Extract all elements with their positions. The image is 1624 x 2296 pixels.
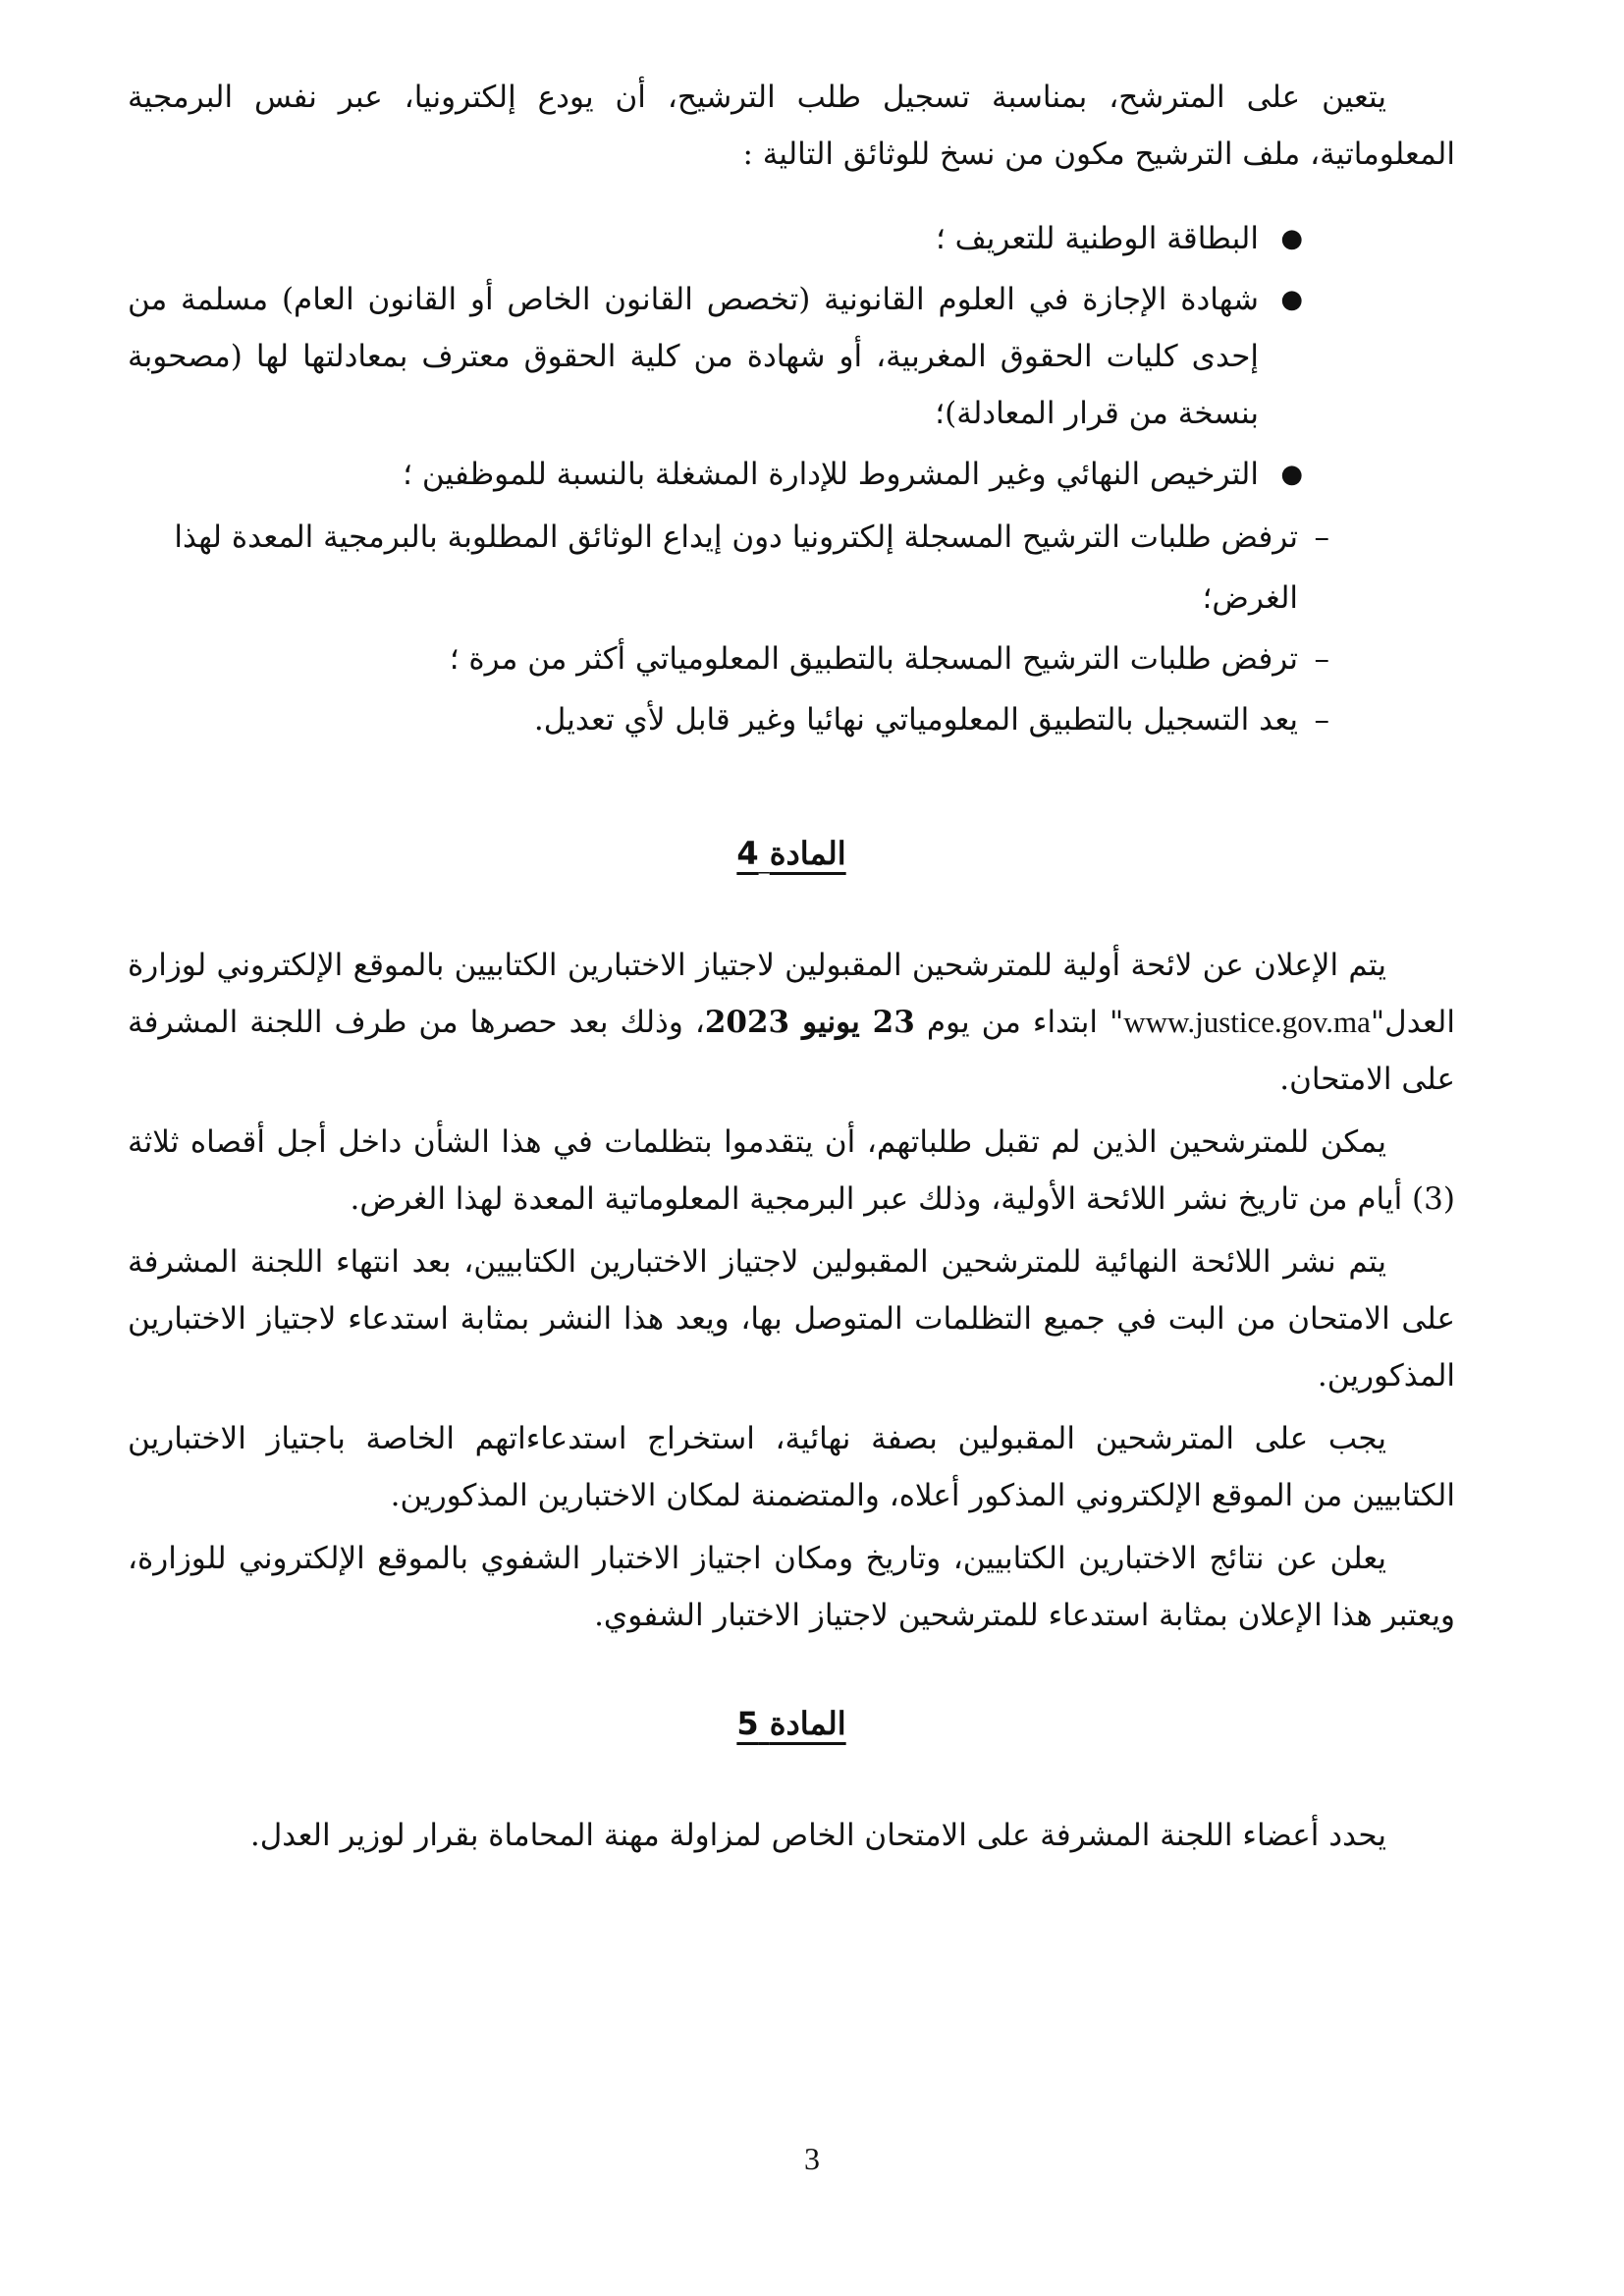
article-4-paragraph-3: يتم نشر اللائحة النهائية للمترشحين المقبولين لاجتياز الاختبارين الكتابيين، بعد انتهاء اللجنة المشرفة على الامتحان من البت في جميع التظلمات المتوصل بها، ويعد هذا النشر بمثابة استدعاء لاجتياز الاختبارين المذكورين.	[128, 1244, 1455, 1394]
article-4-paragraph-5: يعلن عن نتائج الاختبارين الكتابيين، وتاريخ ومكان اجتياز الاختبار الشفوي بالموقع الإلكتروني للوزارة، ويعتبر هذا الإعلان بمثابة استدعاء للمترشحين لاجتياز الاختبار الشفوي.	[128, 1541, 1455, 1633]
list-item	[128, 629, 1329, 689]
intro-paragraph: يتعين على المترشح، بمناسبة تسجيل طلب الترشيح، أن يودع إلكترونيا، عبر نفس البرمجية المعلوماتية، ملف الترشيح مكون من نسخ للوثائق التالية :	[128, 80, 1455, 172]
document-item-text: الترخيص النهائي وغير المشروط للإدارة المشغلة بالنسبة للموظفين ؛	[403, 457, 1259, 492]
page-number: 3	[804, 2141, 820, 2176]
rule-item-text: يعد التسجيل بالتطبيق المعلومياتي نهائيا وغير قابل لأي تعديل.	[533, 702, 1298, 738]
article-4-text: " ابتداء من يوم	[914, 1005, 1124, 1040]
ministry-website-url: www.justice.gov.ma	[1123, 1005, 1371, 1039]
documents-list	[128, 210, 1455, 503]
list-item	[128, 689, 1329, 750]
dash-icon: –	[1314, 519, 1329, 555]
article-label: المادة	[769, 835, 846, 872]
document-page	[128, 69, 1455, 2229]
article-4-text: ، وذلك بعد حصرها من طرف اللجنة المشرفة على الامتحان.	[128, 1005, 1455, 1097]
rule-item-text: ترفض طلبات الترشيح المسجلة بالتطبيق المعلومياتي أكثر من مرة ؛	[449, 641, 1298, 677]
article-5-paragraph-1: يحدد أعضاء اللجنة المشرفة على الامتحان الخاص لمزاولة مهنة المحاماة بقرار لوزير العدل.	[249, 1818, 1386, 1853]
list-item	[128, 507, 1329, 629]
bullet-icon: ●	[1280, 460, 1303, 489]
article-4-paragraph-2: يمكن للمترشحين الذين لم تقبل طلباتهم، أن يتقدموا بتظلمات في هذا الشأن داخل أجل أقصاه ثلاثة (3) أيام من تاريخ نشر اللائحة الأولية، وذلك عبر البرمجية المعلوماتية المعدة لهذا الغرض.	[128, 1124, 1455, 1217]
article-number: 4	[736, 835, 759, 872]
article-4-paragraph-1	[128, 937, 1455, 1108]
list-item	[128, 210, 1303, 267]
article-4-paragraph-4: يجب على المترشحين المقبولين بصفة نهائية، استخراج استدعاءاتهم الخاصة باجتياز الاختبارين الكتابيين من الموقع الإلكتروني المذكور أعلاه، والمتضمنة لمكان الاختبارين المذكورين.	[128, 1421, 1455, 1513]
rule-item-text: ترفض طلبات الترشيح المسجلة إلكترونيا دون إيداع الوثائق المطلوبة بالبرمجية المعدة لهذا الغرض؛	[174, 519, 1298, 616]
bullet-icon: ●	[1280, 224, 1303, 253]
announcement-date: 23 يونيو 2023	[704, 1005, 915, 1040]
rules-list	[128, 507, 1455, 750]
article-4-heading	[128, 835, 1455, 872]
document-item-text: شهادة الإجازة في العلوم القانونية (تخصص القانون الخاص أو القانون العام) مسلمة من إحدى كليات الحقوق المغربية، أو شهادة من كلية الحقوق معترف بمعادلتها لها (مصحوبة بنسخة من قرار المعادلة)؛	[128, 282, 1259, 431]
bullet-icon: ●	[1280, 285, 1303, 314]
article-5-heading	[128, 1705, 1455, 1742]
article-number: 5	[736, 1705, 759, 1742]
document-item-text: البطاقة الوطنية للتعريف ؛	[935, 221, 1259, 256]
article-label: المادة	[769, 1705, 846, 1742]
dash-icon: –	[1314, 702, 1329, 738]
article-4-text: يتم الإعلان عن لائحة أولية للمترشحين المقبولين لاجتياز الاختبارين الكتابيين بالموقع الإلكتروني لوزارة العدل"	[128, 948, 1455, 1040]
list-item	[128, 271, 1303, 442]
list-item	[128, 446, 1303, 503]
dash-icon: –	[1314, 641, 1329, 677]
